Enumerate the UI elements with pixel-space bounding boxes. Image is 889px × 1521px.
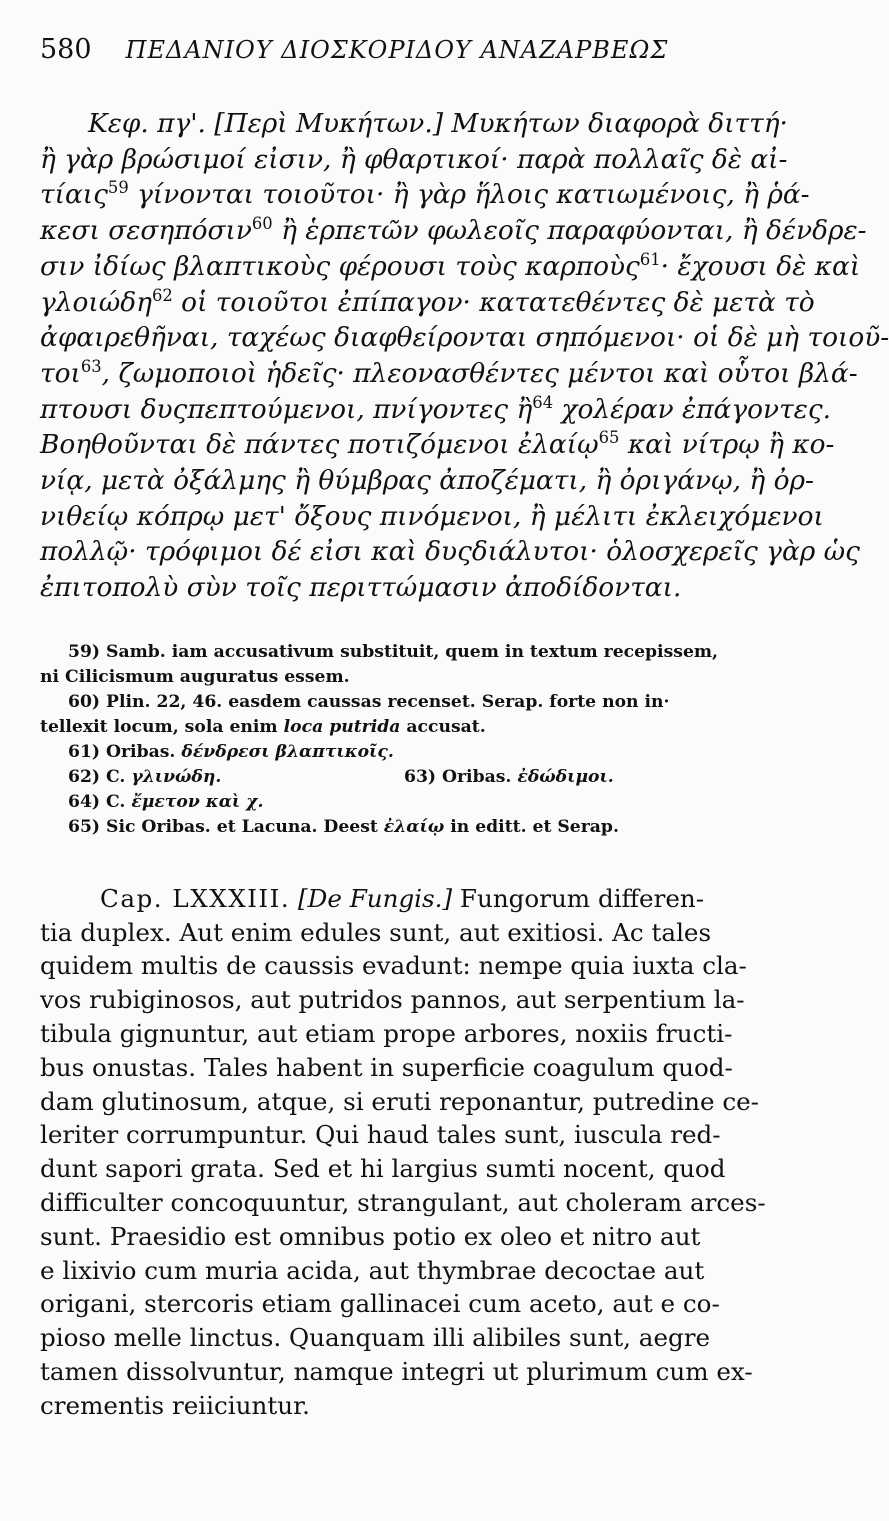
latin-line: sunt. Praesidio est omnibus potio ex oleo et nitro aut <box>40 1221 701 1251</box>
greek-line: σιν ἰδίως βλαπτικοὺς φέρουσι τοὺς καρποὺς$^{61}$· ἔχουσι δὲ καὶ <box>40 250 861 282</box>
footnote-64-italic: ἔμετον καὶ χ. <box>131 791 264 812</box>
footnote-63-italic: ἐδώδιμοι. <box>517 766 614 787</box>
latin-line: tamen dissolvuntur, namque integri ut plurimum cum ex- <box>40 1357 753 1386</box>
footnote-marker: 63 <box>80 357 102 377</box>
latin-line: quidem multis de caussis evadunt: nempe quia iuxta cla- <box>40 951 747 981</box>
footnote-59-line1: 59) Samb. iam accusativum substituit, quem in textum recepissem, <box>68 641 719 662</box>
chapter-title: [De Fungis.] <box>298 883 453 913</box>
footnote-65-italic: ἐλαίῳ <box>383 816 445 837</box>
latin-line: pioso melle linctus. Quanquam illi alibiles sunt, aegre <box>40 1323 711 1353</box>
greek-line: νίᾳ, μετὰ ὀξάλμης ἢ θύμβρας ἀποζέματι, ἢ ὀριγάνῳ, ἢ ὀρ- <box>40 465 814 497</box>
latin-line: dam glutinosum, atque, si eruti reponantur, putredine ce- <box>40 1086 759 1116</box>
latin-line: vos rubiginosos, aut putridos pannos, aut serpentium la- <box>40 985 745 1015</box>
latin-line: bus onustas. Tales habent in superficie coagulum quod- <box>40 1052 733 1082</box>
footnote-60-text: tellexit locum, sola enim <box>40 716 284 737</box>
footnote-61-text: 61) Oribas. <box>68 741 182 762</box>
latin-line: origani, stercoris etiam gallinacei cum aceto, aut e co- <box>40 1289 720 1319</box>
footnote-62 <box>68 765 404 790</box>
latin-line: crementis reiiciuntur. <box>40 1390 310 1420</box>
page-number: 580 <box>40 34 92 65</box>
footnote-62-text: 62) C. <box>68 766 132 787</box>
latin-line: e lixivio cum muria acida, aut thymbrae decoctae aut <box>40 1255 705 1285</box>
latin-line: tia duplex. Aut enim edules sunt, aut exitiosi. Ac tales <box>40 917 712 947</box>
footnote-63 <box>404 765 614 790</box>
footnote-65-tail: in editt. et Serap. <box>444 816 619 837</box>
latin-line: leriter corrumpuntur. Qui haud tales sunt, iuscula red- <box>40 1120 721 1150</box>
footnote-60-italic: loca putrida <box>283 716 401 737</box>
latin-chapter-heading-line <box>40 882 766 916</box>
footnote-62-italic: γλινώδη. <box>131 766 222 787</box>
latin-line: difficulter concoquuntur, strangulant, aut choleram arces- <box>40 1188 766 1218</box>
latin-body-lines <box>40 916 766 1423</box>
running-head: ΠΕΔΑΝΙΟΥ ΔΙΟΣΚΟΡΙΔΟΥ ΑΝΑΖΑΡΒΕΩΣ <box>125 36 669 64</box>
greek-line: ἢ γὰρ βρώσιμοί εἰσιν, ἢ φθαρτικοί· παρὰ πολλαῖς δὲ αἰ- <box>40 143 788 175</box>
footnote-marker: 59 <box>107 178 129 198</box>
greek-line: πτουσι δυςπεπτούμενοι, πνίγοντες ἢ$^{64}$ χολέραν ἐπάγοντες. <box>40 392 831 425</box>
footnote-60-line1: 60) Plin. 22, 46. easdem caussas recenset. Serap. forte non in· <box>68 691 670 712</box>
page-header <box>40 34 766 78</box>
footnote-61-italic: δένδρεσι βλαπτικοῖς. <box>181 741 394 762</box>
greek-line: τίαις$^{59}$ γίνονται τοιοῦτοι· ἢ γὰρ ἥλοις κατιωμένοις, ἢ ῥά- <box>40 178 810 211</box>
footnotes <box>40 640 766 840</box>
footnote-marker: 64 <box>532 392 554 412</box>
latin-chapter-text <box>40 882 766 1423</box>
latin-line-1: Fungorum differen- <box>459 883 705 913</box>
footnote-marker: 61 <box>639 250 661 270</box>
greek-line: Κεφ. πγ'. [Περὶ Μυκήτων.] Μυκήτων διαφορὰ διττή· <box>88 108 788 139</box>
footnote-marker: 62 <box>151 285 173 305</box>
greek-line: κεσι σεσηπόσιν$^{60}$ ἢ ἑρπετῶν φωλεοῖς παραφύονται, ἢ δένδρε- <box>40 214 867 247</box>
footnote-60-line2 <box>40 715 766 740</box>
greek-line: πολλῷ· τρόφιμοι δέ εἰσι καὶ δυςδιάλυτοι· ὁλοσχερεῖς γὰρ ὡς <box>40 536 860 568</box>
greek-line: ἀφαιρεθῆναι, ταχέως διαφθείρονται σηπόμενοι· οἱ δὲ μὴ τοιοῦ- <box>40 322 889 354</box>
latin-line: tibula gignuntur, aut etiam prope arbores, noxiis fructi- <box>40 1019 733 1049</box>
footnote-64-text: 64) C. <box>68 791 132 812</box>
footnote-marker: 60 <box>251 214 273 234</box>
footnote-59-line2: ni Cilicismum auguratus essem. <box>40 666 350 687</box>
chapter-label: Cap. LXXXIII. <box>100 883 291 913</box>
footnote-65-text: 65) Sic Oribas. et Lacuna. Deest <box>68 816 384 837</box>
footnote-61 <box>40 740 766 765</box>
footnote-63-text: 63) Oribas. <box>404 766 518 787</box>
footnote-64 <box>40 790 766 815</box>
greek-line: γλοιώδη$^{62}$ οἱ τοιοῦτοι ἐπίπαγον· κατατεθέντες δὲ μετὰ τὸ <box>40 285 815 318</box>
greek-line: τοι$^{63}$, ζωμοποιοὶ ἡδεῖς· πλεονασθέντες μέντοι καὶ οὗτοι βλά- <box>40 357 858 389</box>
greek-line: ἐπιτοπολὺ σὺν τοῖς περιττώμασιν ἀποδίδονται. <box>40 572 682 604</box>
footnote-62-63-row <box>40 765 766 790</box>
greek-line: Βοηθοῦνται δὲ πάντες ποτιζόμενοι ἐλαίῳ$^{65}$ καὶ νίτρῳ ἢ κο- <box>40 428 835 461</box>
footnote-marker: 65 <box>598 428 620 448</box>
greek-chapter-text <box>40 106 889 606</box>
footnote-60-tail: accusat. <box>400 716 486 737</box>
greek-line: νιθείῳ κόπρῳ μετ' ὄξους πινόμενοι, ἢ μέλιτι ἐκλειχόμενοι <box>40 500 824 532</box>
footnote-65 <box>40 815 766 840</box>
latin-line: dunt sapori grata. Sed et hi largius sumti nocent, quod <box>40 1154 726 1184</box>
